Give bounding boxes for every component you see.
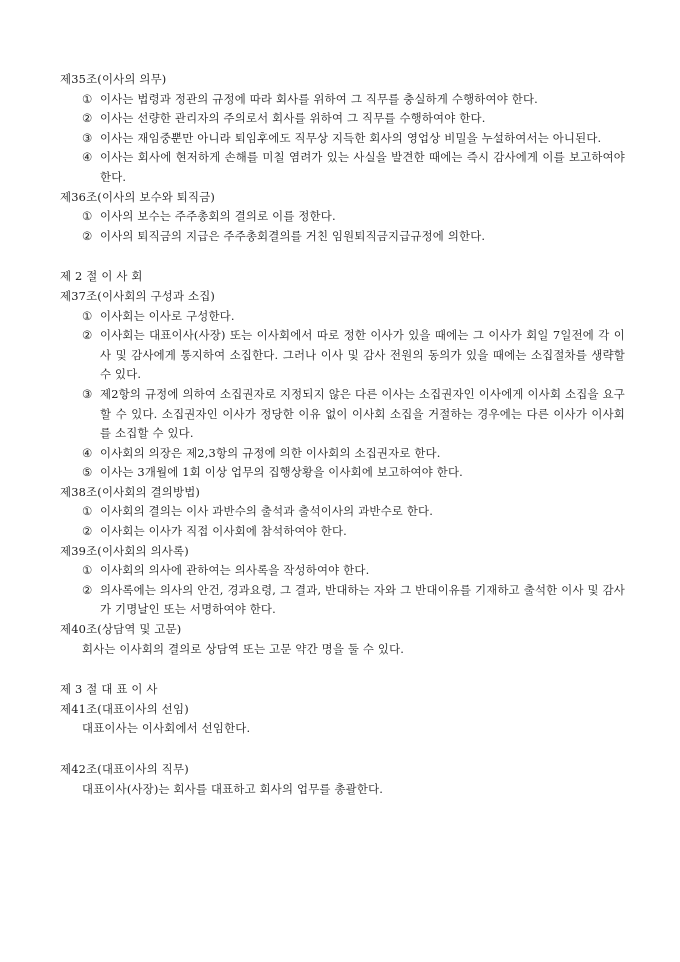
item-number: ① [82,504,93,519]
article-37-item-1 [60,307,625,327]
item-number: ④ [82,150,93,165]
article-39-item-2 [60,581,625,620]
item-text: 제2항의 규정에 의하여 소집권자로 지정되지 않은 다른 이사는 소집권자인 이사에게 이사회 소집을 요구할 수 있다. 소집권자인 이사가 정당한 이유 없이 이사회 소집을 거절하는 경우에는 다른 이사가 이사회를 소집할 수 있다. [100,386,625,441]
item-text: 이사의 보수는 주주총회의 결의로 이를 정한다. [100,209,336,224]
item-number: ① [82,91,93,106]
article-39-title: 제39조(이사회의 의사록) [60,543,189,558]
item-number: ④ [82,445,93,460]
item-number: ③ [82,386,93,401]
item-text: 이사는 법령과 정관의 규정에 따라 회사를 위하여 그 직무를 충실하게 수행하여야 한다. [100,91,538,106]
item-number: ① [82,308,93,323]
article-41-title: 제41조(대표이사의 선임) [60,701,189,716]
article-40-title: 제40조(상담역 및 고문) [60,622,182,637]
article-36-title: 제36조(이사의 보수와 퇴직금) [60,189,216,204]
article-38-item-1 [60,502,625,522]
item-text: 이사는 3개월에 1회 이상 업무의 집행상황을 이사회에 보고하여야 한다. [100,465,463,480]
article-37-item-5 [60,463,625,483]
article-35-item-4 [60,148,625,187]
item-text: 이사회는 대표이사(사장) 또는 이사회에서 따로 정한 이사가 있을 때에는 그 이사가 회일 7일전에 각 이사 및 감사에게 통지하여 소집한다. 그러나 이사 및 감사 전원의 동의가 있을 때에는 소집절차를 생략할 수 있다. [100,328,625,382]
article-37-title: 제37조(이사회의 구성과 소집) [60,288,216,303]
item-number: ⑤ [82,465,93,480]
section-2-title: 제 2 절 이 사 회 [60,269,143,284]
article-42-title: 제42조(대표이사의 직무) [60,762,189,776]
section-3-title: 제 3 절 대 표 이 사 [60,682,158,697]
article-38-item-2 [60,522,625,542]
article-41-text: 대표이사는 이사회에서 선임한다. [82,721,251,736]
item-number: ② [82,524,93,539]
article-36-item-2 [60,227,625,247]
article-35-item-3 [60,129,625,149]
item-text: 이사의 퇴직금의 지급은 주주총회결의를 거친 임원퇴직금지급규정에 의한다. [100,228,486,243]
document-body [60,70,625,799]
item-number: ① [82,209,93,224]
article-37-item-3 [60,385,625,444]
item-text: 이사회의 의사에 관하여는 의사록을 작성하여야 한다. [100,563,370,578]
item-text: 이사회는 이사가 직접 이사회에 참석하여야 한다. [100,524,347,539]
article-39-item-1 [60,561,625,581]
item-number: ② [82,582,93,597]
article-36-item-1 [60,207,625,227]
item-text: 이사는 회사에 현저하게 손해를 미칠 염려가 있는 사실을 발견한 때에는 즉시 감사에게 이를 보고하여야 한다. [100,150,625,184]
article-38-title: 제38조(이사회의 결의방법) [60,484,201,499]
item-text: 이사는 선량한 관리자의 주의로서 회사를 위하여 그 직무를 수행하여야 한다. [100,111,486,126]
article-42-text: 대표이사(사장)는 회사를 대표하고 회사의 업무를 총괄한다. [82,781,384,796]
article-35-item-1 [60,90,625,110]
item-text: 이사회의 결의는 이사 과반수의 출석과 출석이사의 과반수로 한다. [100,504,434,519]
item-text: 의사록에는 의사의 안건, 경과요령, 그 결과, 반대하는 자와 그 반대이유를 기재하고 출석한 이사 및 감사가 기명날인 또는 서명하여야 한다. [100,582,625,617]
item-text: 이사회는 이사로 구성한다. [100,308,235,323]
item-text: 이사회의 의장은 제2,3항의 규정에 의한 이사회의 소집권자로 한다. [100,445,441,460]
item-text: 이사는 재임중뿐만 아니라 퇴임후에도 직무상 지득한 회사의 영업상 비밀을 누설하여서는 아니된다. [100,130,602,145]
article-35-item-2 [60,109,625,129]
item-number: ② [82,328,93,343]
item-number: ② [82,111,93,126]
item-number: ③ [82,130,93,145]
article-37-item-2 [60,326,625,385]
item-number: ① [82,563,93,578]
article-35-title: 제35조(이사의 의무) [60,72,167,86]
article-40-text: 회사는 이사회의 결의로 상담역 또는 고문 약간 명을 둘 수 있다. [82,641,405,656]
article-37-item-4 [60,444,625,464]
item-number: ② [82,228,93,243]
